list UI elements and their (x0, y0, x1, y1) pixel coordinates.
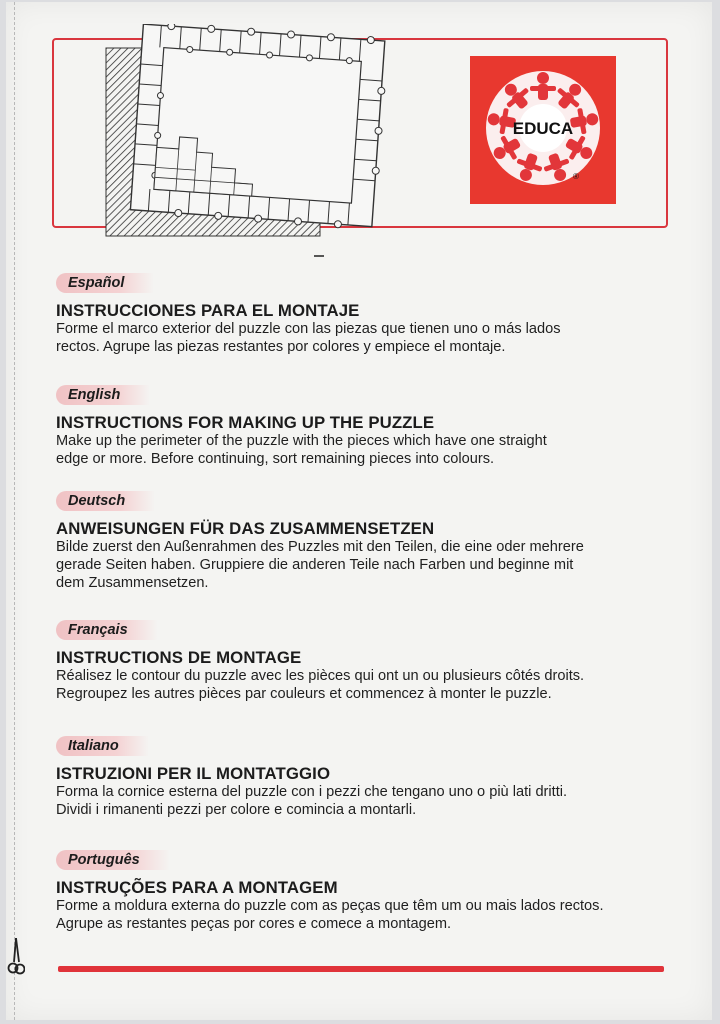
puzzle-frame-illustration (102, 24, 388, 240)
section-italiano (56, 736, 676, 819)
lang-tag: Italiano (56, 736, 149, 756)
bottom-rule (58, 966, 664, 972)
registered-mark: ® (573, 172, 579, 181)
scissors-icon (7, 938, 25, 978)
lang-tag: Español (56, 273, 154, 293)
section-line: Bilde zuerst den Außenrahmen des Puzzles mit den Teilen, die eine oder mehrere (56, 539, 584, 555)
educa-logo (470, 56, 616, 204)
section-title: ISTRUZIONI PER IL MONTATGGIO (56, 764, 331, 783)
lang-tag: Deutsch (56, 491, 155, 511)
cut-line (14, 2, 15, 1020)
section-title: INSTRUCTIONS FOR MAKING UP THE PUZZLE (56, 413, 435, 432)
section-line: Regroupez les autres pièces par couleurs et commencez à monter le puzzle. (56, 686, 552, 702)
section-espanol (56, 273, 676, 356)
section-line: gerade Seiten haben. Gruppiere die anderen Teile nach Farben und beginne mit (56, 557, 574, 573)
lang-tag: Français (56, 620, 158, 640)
section-line: Forme a moldura externa do puzzle com as peças que têm um ou mais lados rectos. (56, 898, 604, 914)
section-english (56, 385, 676, 468)
section-portugues (56, 850, 676, 933)
section-line: rectos. Agrupe las piezas restantes por colores y empiece el montaje. (56, 339, 506, 355)
educa-emblem (470, 56, 616, 204)
lang-tag: English (56, 385, 150, 405)
lang-tag: Português (56, 850, 170, 870)
section-line: Réalisez le contour du puzzle avec les pièces qui ont un ou plusieurs côtés droits. (56, 668, 585, 684)
section-line: Forme el marco exterior del puzzle con las piezas que tienen uno o más lados (56, 321, 561, 337)
section-title: INSTRUCTIONS DE MONTAGE (56, 648, 302, 667)
section-title: INSTRUÇÕES PARA A MONTAGEM (56, 878, 338, 897)
section-deutsch (56, 491, 676, 592)
section-line: Make up the perimeter of the puzzle with the pieces which have one straight (56, 433, 547, 449)
section-line: Forma la cornice esterna del puzzle con i pezzi che tengano uno o più lati dritti. (56, 784, 568, 800)
section-title: ANWEISUNGEN FÜR DAS ZUSAMMENSETZEN (56, 519, 435, 538)
logo-text: EDUCA (512, 119, 574, 138)
section-line: Agrupe as restantes peças por cores e comece a montagem. (56, 916, 452, 932)
section-line: Dividi i rimanenti pezzi per colore e comincia a montarli. (56, 802, 417, 818)
instruction-sheet (6, 2, 712, 1020)
section-francais (56, 620, 676, 703)
section-title: INSTRUCCIONES PARA EL MONTAJE (56, 301, 360, 320)
section-line: edge or more. Before continuing, sort remaining pieces into colours. (56, 451, 495, 467)
section-line: dem Zusammensetzen. (56, 575, 209, 591)
divider-mark (314, 255, 324, 257)
